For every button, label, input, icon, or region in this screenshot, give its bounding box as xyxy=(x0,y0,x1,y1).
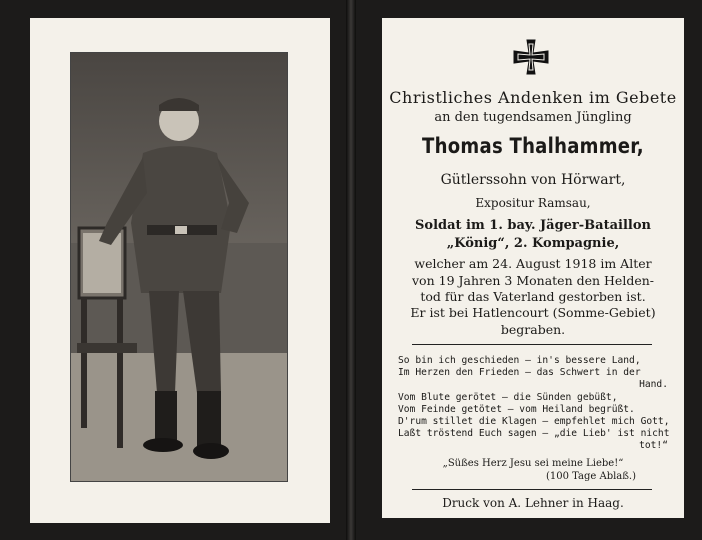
poem-line: So bin ich geschieden — in's bessere Land, xyxy=(398,355,641,366)
poem-line: D'rum stillet die Klagen — empfehlet mich Gott, xyxy=(398,416,670,427)
prayer-line: „Süßes Herz Jesu sei meine Liebe!“ xyxy=(442,458,624,469)
soldier-portrait-photo xyxy=(70,52,288,482)
card-fold xyxy=(346,0,356,540)
deceased-name: Thomas Thalhammer, xyxy=(422,134,644,158)
dedication-subheading: an den tugendsamen Jüngling xyxy=(434,110,632,125)
printer-imprint: Druck von A. Lehner in Haag. xyxy=(442,496,624,510)
poem-line: Vom Blute gerötet — die Sünden gebüßt, xyxy=(398,392,618,403)
poem-line: Hand. xyxy=(639,379,668,390)
indulgence-line: (100 Tage Ablaß.) xyxy=(545,471,637,482)
poem-line: tot!“ xyxy=(639,440,668,451)
divider-bottom xyxy=(412,489,652,490)
parish-line: Expositur Ramsau, xyxy=(475,196,591,210)
divider-top xyxy=(412,344,652,345)
poem-line: Im Herzen den Frieden — das Schwert in der xyxy=(398,367,641,378)
death-line-4: Er ist bei Hatlencourt (Somme-Gebiet) xyxy=(410,305,656,320)
death-line-3: tod für das Vaterland gestorben ist. xyxy=(420,289,646,304)
dedication-heading: Christliches Andenken im Gebete xyxy=(389,88,677,107)
death-line-2: von 19 Jahren 3 Monaten den Helden- xyxy=(412,273,654,288)
death-line-5: begraben. xyxy=(500,322,566,337)
poem-line: Laßt tröstend Euch sagen — „die Lieb' ist nicht xyxy=(398,428,670,439)
origin-line: Gütlerssohn von Hörwart, xyxy=(440,172,626,188)
poem-line: Vom Feinde getötet — vom Heiland begrüßt. xyxy=(398,404,635,415)
death-line-1: welcher am 24. August 1918 im Alter xyxy=(414,256,652,271)
unit-line-1: Soldat im 1. bay. Jäger-Bataillon xyxy=(415,218,651,233)
iron-cross-icon xyxy=(512,38,550,76)
unit-line-2: „König“, 2. Kompagnie, xyxy=(446,236,620,251)
